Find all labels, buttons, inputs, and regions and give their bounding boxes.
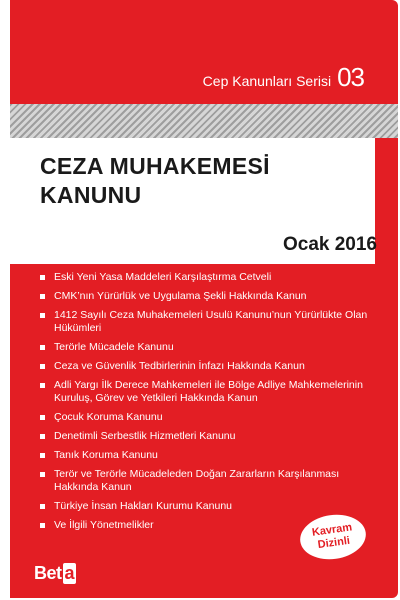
book-title-line-1: CEZA MUHAKEMESİ <box>40 153 270 179</box>
badge-line-1: Kavram <box>311 521 353 539</box>
book-cover <box>10 0 398 598</box>
list-item: Eski Yeni Yasa Maddeleri Karşılaştırma Cetveli <box>40 271 382 284</box>
series-name: Cep Kanunları Serisi <box>202 73 332 89</box>
list-item: Terör ve Terörle Mücadeleden Doğan Zararların Karşılanması Hakkında Kanun <box>40 468 382 494</box>
publisher-logo-box: a <box>64 563 75 583</box>
list-item: Çocuk Koruma Kanunu <box>40 411 382 424</box>
list-item: Ceza ve Güvenlik Tedbirlerinin İnfazı Hakkında Kanun <box>40 360 382 373</box>
edition-date: Ocak 2016 <box>282 234 377 255</box>
badge-line-2: Dizinli <box>316 534 351 552</box>
series-number: 03 <box>337 62 364 92</box>
list-item: Terörle Mücadele Kanunu <box>40 341 382 354</box>
list-item: CMK’nın Yürürlük ve Uygulama Şekli Hakkında Kanun <box>40 290 382 303</box>
contents-list <box>40 271 382 538</box>
striped-band <box>10 104 398 138</box>
publisher-logo <box>34 563 76 584</box>
list-item: Türkiye İnsan Hakları Kurumu Kanunu <box>40 500 382 513</box>
list-item: 1412 Sayılı Ceza Muhakemeleri Usulü Kanunu’nun Yürürlükte Olan Hükümleri <box>40 309 382 335</box>
book-title <box>40 152 270 210</box>
list-item: Adli Yargı İlk Derece Mahkemeleri ile Bölge Adliye Mahkemelerinin Kuruluş, Görev ve Yetkileri Hakkında Kanun <box>40 379 382 405</box>
book-title-line-2: KANUNU <box>40 182 142 208</box>
list-item: Denetimli Serbestlik Hizmetleri Kanunu <box>40 430 382 443</box>
series-label-group <box>203 62 364 93</box>
publisher-logo-main: Bet <box>34 563 62 583</box>
list-item: Tanık Koruma Kanunu <box>40 449 382 462</box>
list-item: Ve İlgili Yönetmelikler <box>40 519 382 532</box>
